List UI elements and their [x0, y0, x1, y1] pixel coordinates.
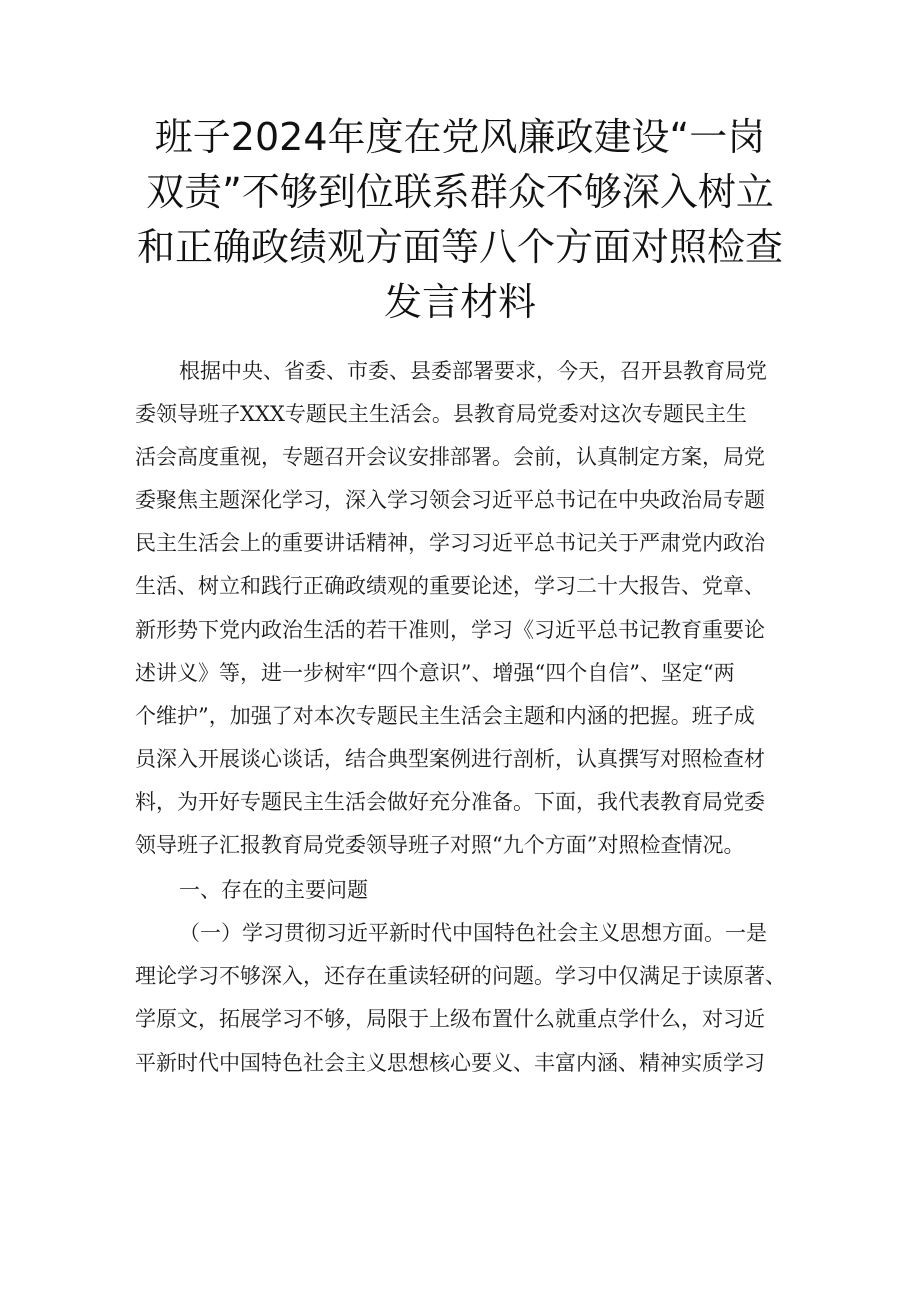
paragraph-line: 民主生活会上的重要讲话精神，学习习近平总书记关于严肃党内政治: [135, 531, 765, 556]
paragraph-line: 料，为开好专题民主生活会做好充分准备。下面，我代表教育局党委: [135, 789, 765, 814]
paragraph-line: 学原文，拓展学习不够，局限于上级布置什么就重点学什么，对习近: [135, 1007, 765, 1032]
paragraph-line: 根据中央、省委、市委、县委部署要求，今天，召开县教育局党: [179, 359, 767, 383]
paragraph-line: 委聚焦主题深化学习，深入学习领会习近平总书记在中央政治局专题: [135, 488, 765, 513]
paragraph-line: 平新时代中国特色社会主义思想核心要义、丰富内涵、精神实质学习: [135, 1050, 765, 1075]
paragraph-line: 理论学习不够深入，还存在重读轻研的问题。学习中仅满足于读原著、: [135, 964, 786, 989]
paragraph-line: 个维护”，加强了对本次专题民主生活会主题和内涵的把握。班子成: [135, 703, 755, 728]
title-line: 和正确政绩观方面等八个方面对照检查: [136, 225, 783, 269]
title-line: 发言材料: [383, 280, 536, 324]
paragraph-line: 活会高度重视，专题召开会议安排部署。会前，认真制定方案，局党: [135, 445, 765, 470]
section-paragraph: [135, 912, 790, 1084]
paragraph-line: 员深入开展谈心谈话，结合典型案例进行剖析，认真撰写对照检查材: [135, 746, 765, 771]
title-line: 班子2024年度在党风廉政建设“一岗: [154, 115, 766, 159]
paragraph-line: 新形势下党内政治生活的若干准则，学习《习近平总书记教育重要论: [135, 617, 765, 642]
paragraph-line: 生活、树立和践行正确政绩观的重要论述，学习二十大报告、党章、: [135, 574, 765, 599]
paragraph-line: 领导班子汇报教育局党委领导班子对照“九个方面”对照检查情况。: [135, 833, 745, 858]
title-line: 双责”不够到位联系群众不够深入树立: [146, 170, 774, 214]
paragraph-line: 述讲义》等，进一步树牢“四个意识”、增强“四个自信”、坚定“两: [135, 660, 735, 685]
intro-paragraph: [135, 350, 790, 867]
paragraph-line: （一）学习贯彻习近平新时代中国特色社会主义思想方面。一是: [179, 921, 767, 946]
paragraph-line: 委领导班子XXX专题民主生活会。县教育局党委对这次专题民主生: [135, 402, 747, 427]
document-title: [120, 110, 800, 330]
document-body: [135, 350, 790, 1085]
section-heading: 一、存在的主要问题: [179, 878, 368, 903]
